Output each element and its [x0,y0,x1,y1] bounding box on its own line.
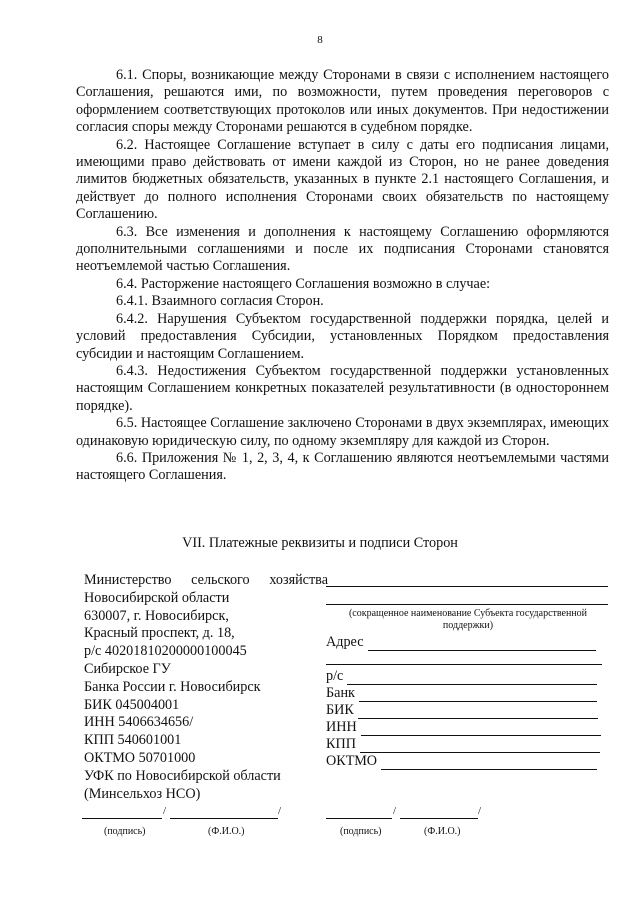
paragraph-6-4: 6.4. Расторжение настоящего Соглашения возможно в случае: [116,275,491,292]
ministry-signature-block [82,805,282,844]
name-caption: (Ф.И.О.) [424,826,461,837]
bank-blank[interactable] [359,688,597,702]
subject-signature-block [326,805,496,844]
ministry-word: сельского [191,572,250,588]
kpp-blank[interactable] [360,739,600,753]
bik-blank[interactable] [358,705,598,719]
ministry-name-line [84,572,328,590]
signature-caption: (подпись) [340,826,382,837]
slash-separator: / [478,805,482,817]
oktmo-blank[interactable] [381,756,597,770]
requisite-line: УФК по Новосибирской области [84,767,281,784]
requisite-line: ОКТМО 50701000 [84,749,196,766]
paragraph-6-6: 6.6. Приложения № 1, 2, 3, 4, к Соглашению являются неотъемлемыми частями настоящего Соглашения. [76,449,609,484]
requisite-line: БИК 045004001 [84,696,180,713]
kpp-label: КПП [326,736,356,752]
paragraph-6-4-3: 6.4.3. Недостижения Субъектом государственной поддержки установленных настоящим Соглашением конкретных показателей результативности (в одностороннем порядке). [76,362,609,414]
subject-name-blank-1[interactable] [326,586,608,587]
ministry-word: Министерство [84,572,172,588]
inn-field [326,719,601,736]
requisite-line: Красный проспект, д. 18, [84,625,235,642]
page-number: 8 [317,34,323,46]
subject-name-blank-2[interactable] [326,604,608,605]
requisite-line: ИНН 5406634656/ [84,714,194,731]
requisite-line: Новосибирской области [84,589,230,606]
inn-label: ИНН [326,719,357,735]
paragraph-6-3: 6.3. Все изменения и дополнения к настоящему Соглашению оформляются дополнительными соглашениями и после их подписания Сторонами становятся неотъемлемой частью Соглашения. [76,223,609,275]
section-title: VII. Платежные реквизиты и подписи Сторон [182,535,458,551]
paragraph-6-2: 6.2. Настоящее Соглашение вступает в силу с даты его подписания лицами, имеющими право действовать от имени каждой из Сторон, но не ранее доведения лимитов бюджетных обязательств, указанных в пункте 2.1 настоящего Соглашения, и действует до полного исполнения Сторонами своих обязательств по настоящему Соглашению. [76,136,609,223]
account-field [326,668,597,685]
slash-separator: / [163,805,167,817]
bank-field [326,685,597,702]
ministry-requisites [84,572,328,803]
ministry-word: хозяйства [269,572,328,588]
address-blank[interactable] [368,637,596,651]
bik-field [326,702,598,719]
inn-blank[interactable] [361,722,601,736]
subject-name-hint: (сокращенное наименование Субъекта государственной поддержки) [348,608,588,631]
agreement-text [76,67,609,485]
subject-name-blank[interactable] [400,808,478,819]
address-label: Адрес [326,634,364,650]
ministry-name-blank[interactable] [170,808,278,819]
name-caption: (Ф.И.О.) [208,826,245,837]
bik-label: БИК [326,702,354,718]
slash-separator: / [278,805,282,817]
paragraph-6-4-2: 6.4.2. Нарушения Субъектом государственной поддержки порядка, целей и условий предоставления Субсидии, установленных Порядком предоставления субсидии и настоящим Соглашением. [76,310,609,362]
requisite-line: Банка России г. Новосибирск [84,678,261,695]
paragraph-6-4-1: 6.4.1. Взаимного согласия Сторон. [116,293,324,310]
account-label: р/с [326,668,344,684]
requisite-line: КПП 540601001 [84,732,182,749]
requisite-line: Сибирское ГУ [84,660,171,677]
signature-caption: (подпись) [104,826,146,837]
paragraph-6-5: 6.5. Настоящее Соглашение заключено Сторонами в двух экземплярах, имеющих одинаковую юридическую силу, по одному экземпляру для каждой из Сторон. [76,415,609,449]
paragraph-6-1: 6.1. Споры, возникающие между Сторонами в связи с исполнением настоящего Соглашения, решаются ими, по возможности, путем проведения переговоров с оформлением соответствующих протоколов или иных документов. При недостижении согласия споры между Сторонами решаются в судебном порядке. [76,67,609,136]
address-blank-2[interactable] [326,664,602,665]
requisite-line: (Минсельхоз НСО) [84,785,201,802]
oktmo-field [326,753,597,770]
address-field [326,634,596,651]
kpp-field [326,736,600,753]
oktmo-label: ОКТМО [326,753,378,769]
requisite-line: р/с 40201810200000100045 [84,643,247,660]
bank-label: Банк [326,685,355,701]
ministry-signature-blank[interactable] [82,808,162,819]
account-blank[interactable] [347,671,597,685]
requisite-line: 630007, г. Новосибирск, [84,607,229,624]
subject-signature-blank[interactable] [326,808,392,819]
slash-separator: / [393,805,397,817]
